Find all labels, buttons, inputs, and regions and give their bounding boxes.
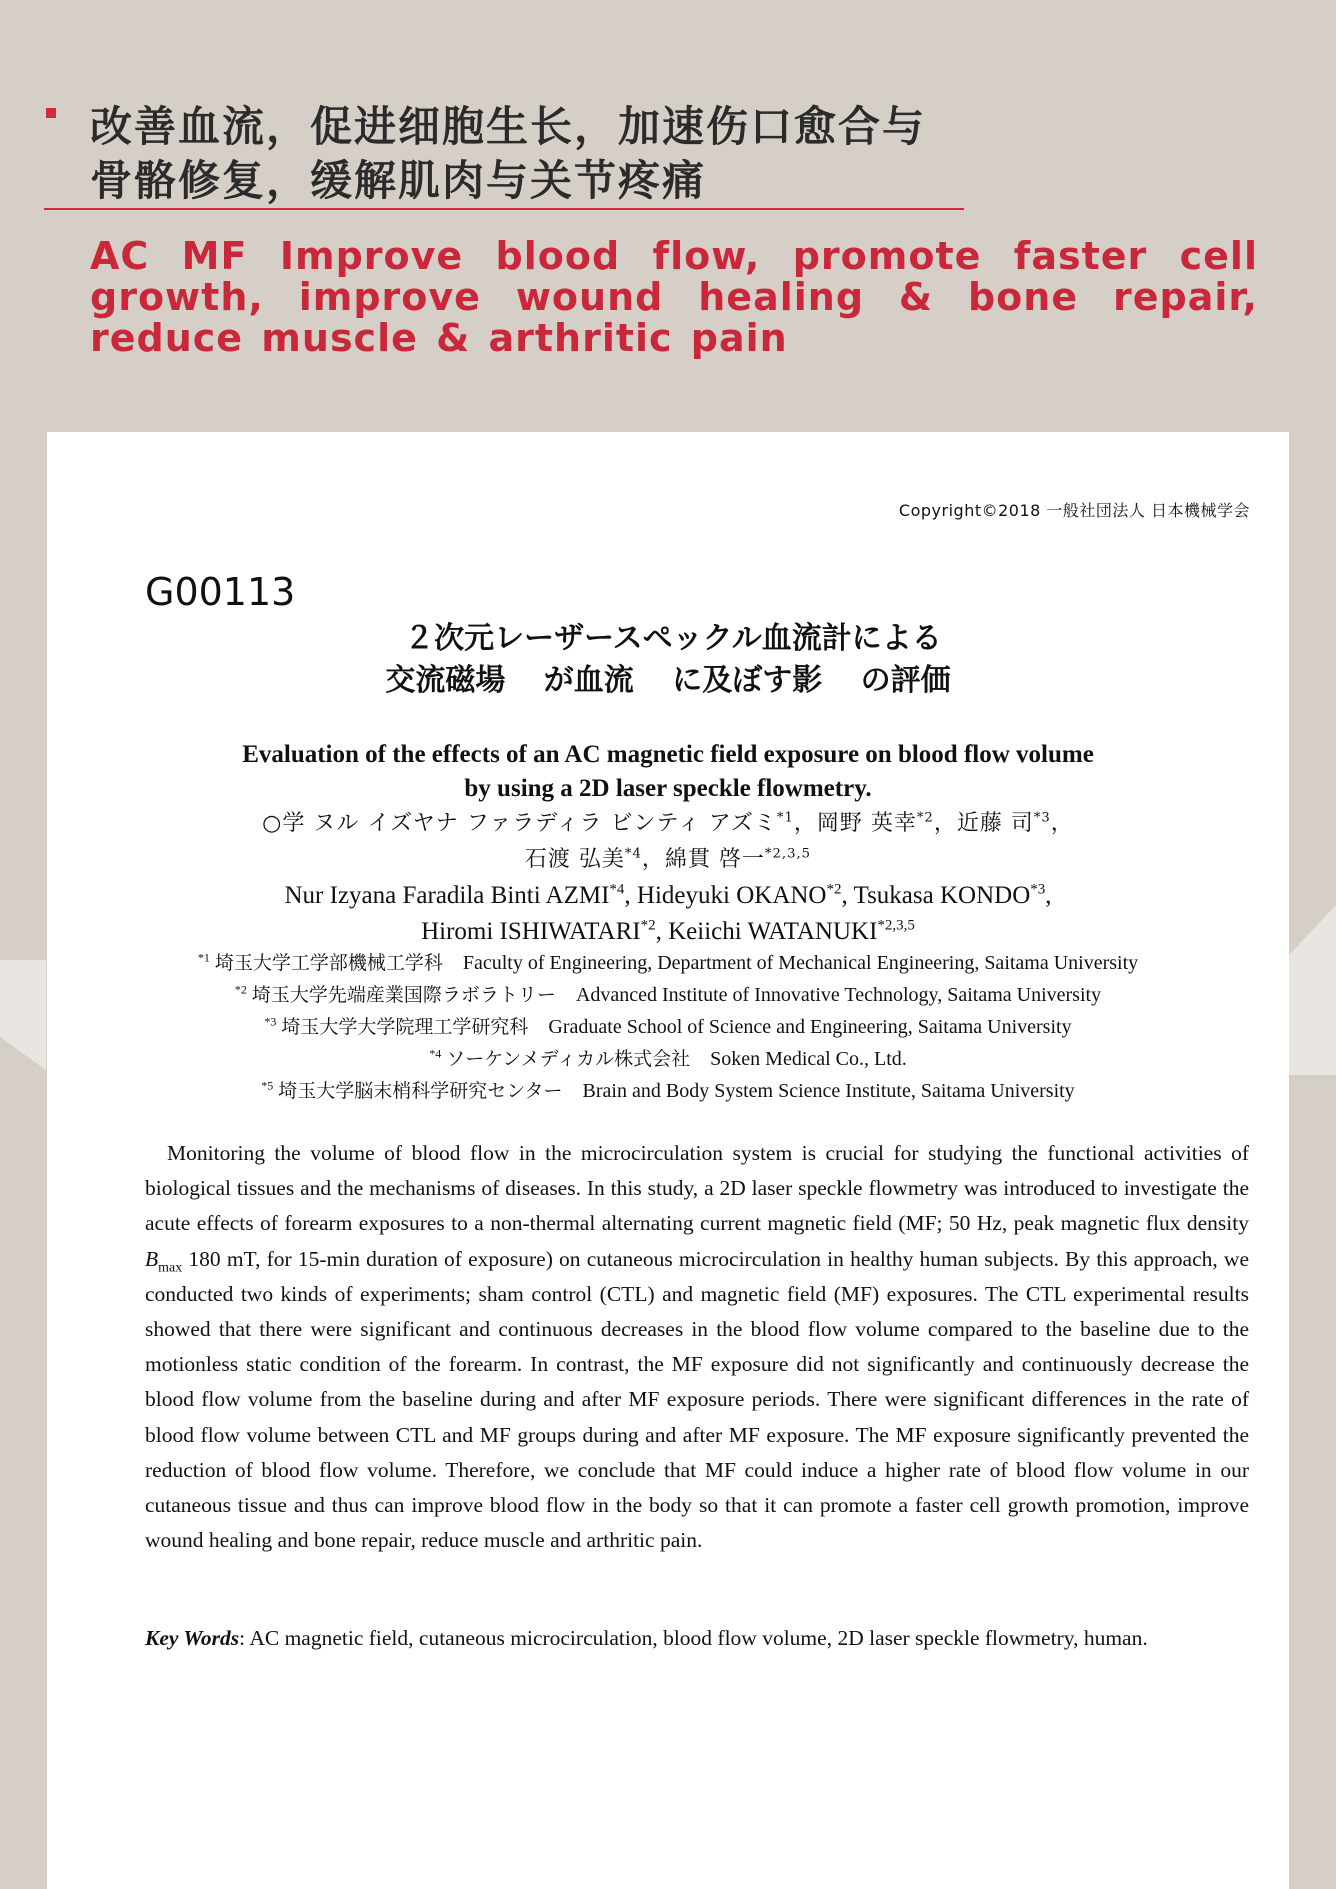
author-name: , Keiichi WATANUKI [655,918,878,945]
author-name: 石渡 弘美 [524,847,625,872]
affiliation-japanese: 埼玉大学工学部機械工学科 [214,952,443,974]
affiliation-mark: *2 [234,982,247,997]
affiliation-japanese: 埼玉大学先端産業国際ラボラトリー [251,984,556,1006]
japanese-title-line-2: 交流磁場 が血流 に及ぼす影 の評価 [385,663,951,698]
author-affiliation-mark: *3 [1030,881,1046,898]
author-affiliation-mark: *4 [609,881,625,898]
affiliation-english: Advanced Institute of Innovative Technology, Saitama University [575,984,1102,1006]
affiliation-english: Graduate School of Science and Engineering, Saitama University [548,1016,1072,1038]
author-name: ，綿貫 啓一 [641,847,765,872]
authors-english-line-2 [47,914,1289,950]
author-affiliation-mark: *2 [916,810,934,826]
affiliation-english: Faculty of Engineering, Department of Mechanical Engineering, Saitama University [462,952,1139,974]
author-affiliation-mark: *2 [640,917,656,934]
affiliation-mark: *3 [264,1014,277,1029]
abstract-text-part-2: 180 mT, for 15-min duration of exposure) on cutaneous microcirculation in healthy human subjects. By this approach, we conducted two kinds of experiments; sham control (CTL) and magnetic field (MF) exposures. The CTL experimental results showed that there were significant and continuous decreases in the blood flow volume compared to the baseline due to the motionless static condition of the forearm. In contrast, the MF exposure did not significantly and continuously decrease the blood flow volume from the baseline during and after MF exposure periods. There were significant differences in the rate of blood flow volume between CTL and MF groups during and after MF exposure. The MF exposure significantly prevented the reduction of blood flow volume. Therefore, we conclude that MF could induce a higher rate of blood flow volume in our cutaneous tissue and thus can improve blood flow in the body so that it can promote a faster cell growth promotion, improve wound healing and bone repair, reduce muscle and arthritic pain. [145,1246,1249,1553]
affiliation-row [47,1075,1289,1107]
author-name: , Tsukasa KONDO [841,882,1031,909]
author-block [47,806,1289,950]
chinese-headline [90,100,990,208]
copyright-notice: Copyright©2018 一般社団法人 日本機械学会 [898,501,1250,520]
affiliation-row [47,1011,1289,1043]
header-divider [44,208,964,210]
affiliation-japanese: 埼玉大学脳末梢科学研究センター [278,1080,563,1102]
flux-symbol: B [145,1246,159,1271]
flux-symbol-subscript: max [158,1259,183,1275]
affiliation-english: Soken Medical Co., Ltd. [710,1048,907,1070]
author-name: Nur Izyana Faradila Binti AZMI [284,882,610,909]
english-title-line-1: Evaluation of the effects of an AC magnetic field exposure on blood flow volume [242,741,1094,768]
author-name: ，岡野 英幸 [793,811,917,836]
keywords-text: : AC magnetic field, cutaneous microcirculation, blood flow volume, 2D laser speckle flowmetry, human. [239,1626,1148,1650]
authors-japanese-line-1 [47,806,1289,842]
affiliation-japanese: ソーケンメディカル株式会社 [446,1048,691,1070]
authors-japanese-line-2 [47,842,1289,878]
author-affiliation-mark: *3 [1033,810,1051,826]
keywords-label: Key Words [145,1626,240,1650]
background-right-tab [1288,905,1336,1075]
author-name: Hiromi ISHIWATARI [421,918,641,945]
keywords [145,1622,1249,1654]
authors-english-line-1 [47,878,1289,914]
affiliation-mark: *1 [197,950,210,965]
paper-page [47,432,1289,1889]
affiliation-japanese: 埼玉大学大学院理工学研究科 [281,1016,529,1038]
affiliation-mark: *4 [429,1046,442,1061]
author-affiliation-mark: *2,3,5 [764,846,812,862]
author-separator: , [1045,882,1052,909]
affiliation-row [47,979,1289,1011]
author-affiliation-mark: *2,3,5 [877,917,915,934]
author-affiliation-mark: *2 [826,881,842,898]
author-name: ，近藤 司 [933,811,1034,836]
chinese-headline-line-2: 骨骼修复，缓解肌肉与关节疼痛 [90,156,707,205]
affiliation-english: Brain and Body System Science Institute, Saitama University [582,1080,1075,1102]
english-paper-title [47,738,1289,806]
affiliation-list [47,947,1289,1107]
abstract-text-part-1: Monitoring the volume of blood flow in the microcirculation system is crucial for studying the functional activities of biological tissues and the mechanisms of diseases. In this study, a 2D laser speckle flowmetry was introduced to investigate the acute effects of forearm exposures to a non-thermal alternating current magnetic field (MF; 50 Hz, peak magnetic flux density [145,1141,1249,1236]
chinese-headline-line-1: 改善血流，促进细胞生长，加速伤口愈合与 [90,102,927,151]
affiliation-mark: *5 [261,1078,274,1093]
background-left-tab [0,960,46,1070]
japanese-title-line-1: ２次元レーザースペックル血流計による [404,621,942,656]
japanese-paper-title [47,618,1289,702]
author-affiliation-mark: *1 [776,810,794,826]
bullet-marker-icon [46,108,56,118]
abstract [145,1136,1249,1558]
document-code: G00113 [145,570,296,614]
author-separator: ， [1050,811,1074,836]
author-affiliation-mark: *4 [624,846,642,862]
abstract-paragraph [145,1136,1249,1558]
affiliation-row [47,1043,1289,1075]
author-name: , Hideyuki OKANO [624,882,827,909]
affiliation-row [47,947,1289,979]
english-headline: AC MF Improve blood flow, promote faster cell growth, improve wound healing & bone repair, reduce muscle & arthritic pain [90,234,1258,360]
author-name: ○学 ヌル イズヤナ ファラディラ ビンティ アズミ [262,811,777,836]
english-title-line-2: by using a 2D laser speckle flowmetry. [464,775,872,802]
